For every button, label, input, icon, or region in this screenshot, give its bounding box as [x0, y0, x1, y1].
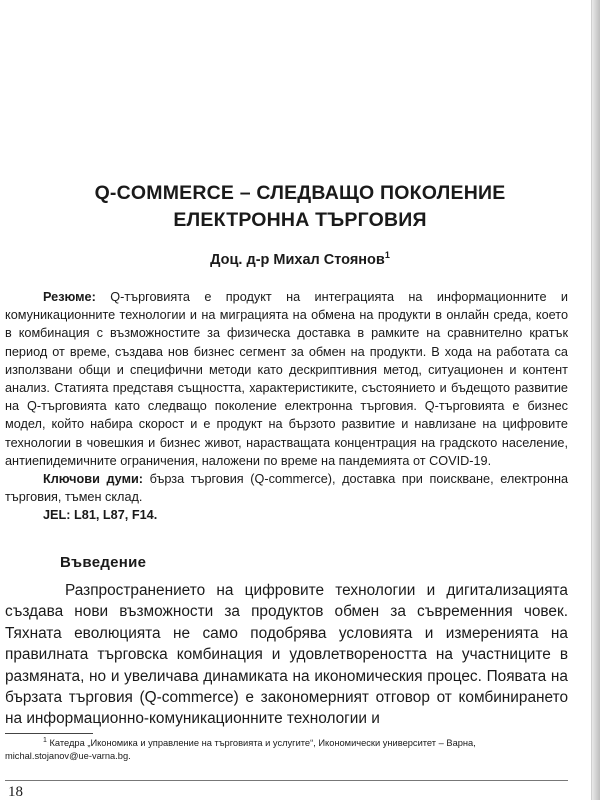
abstract-label: Резюме: [43, 290, 96, 304]
jel-codes: JEL: L81, L87, F14. [43, 508, 158, 523]
abstract-block [5, 288, 568, 525]
author-line [0, 251, 600, 269]
keywords-text: бърза търговия (Q-commerce), доставка при поискване, електронна търговия, тъмен склад. [5, 472, 569, 505]
title-line-2: ЕЛЕКТРОННА ТЪРГОВИЯ [173, 209, 427, 231]
page-edge-line [591, 0, 592, 800]
author-name: Доц. д-р Михал Стоянов [210, 252, 385, 268]
footnote-email: michal.stojanov@ue-varna.bg. [5, 750, 131, 761]
page-bottom-rule [5, 780, 568, 781]
section-heading: Въведение [60, 554, 147, 571]
keywords-paragraph [5, 470, 568, 506]
abstract-text: Q-търговията е продукт на интеграцията на информационните и комуникационните технологии и на миграцията на обмена на продукти в онлайн среда, което в комбинация с възможностите за физическа доставка в рамките на сравнително кратък период от време, създава нов бизнес сегмент за обмен на продукти. В хода на работата са използвани общи и специфични методи като дескриптивния метод, ситуационен и контент анализ. Статията представя същността, характеристиките, състоянието и бъдещото развитие на Q-търговията като следващо поколение електронна търговия. Q-търговията е бизнес модел, който набира скорост и е продукт на бързото развитие и навлизане на цифровите технологии в човешкия и бизнес живот, нарастващата концентрация на градското население, антиепидемичните ограничения, наложени по време на пандемията от COVID-19. [5, 290, 568, 468]
article-title [0, 180, 600, 234]
abstract-paragraph [5, 288, 568, 470]
footnote-mark: 1 [43, 736, 47, 744]
page-edge-shadow [592, 0, 600, 800]
body-paragraph: Разпространението на цифровите технологии и дигитализацията създава нови възможности за продуктов обмен за съвременния човек. Тяхната еволюцията не само подобрява условията и измеренията на правилната търговска комбинация и удовлетвореността на участниците в размяната, но и увеличава динамиката на икономическия процес. Появата на бързата търговия (Q-commerce) е закономерният отговор от комбинирането на информационно-комуникационните технологии и [5, 582, 568, 728]
author-footnote-mark: 1 [384, 250, 390, 261]
page-number: 18 [8, 784, 23, 800]
body-text [5, 580, 568, 730]
footnote-line-1 [5, 737, 568, 750]
keywords-label: Ключови думи: [43, 472, 143, 487]
title-line-1: Q-COMMERCE – СЛЕДВАЩО ПОКОЛЕНИЕ [94, 182, 506, 204]
footnote [5, 737, 568, 762]
footnote-affiliation: Катедра „Икономика и управление на търговията и услугите“, Икономически университет – Варна, [49, 738, 476, 748]
footnote-divider [5, 733, 93, 734]
jel-paragraph [5, 506, 568, 524]
